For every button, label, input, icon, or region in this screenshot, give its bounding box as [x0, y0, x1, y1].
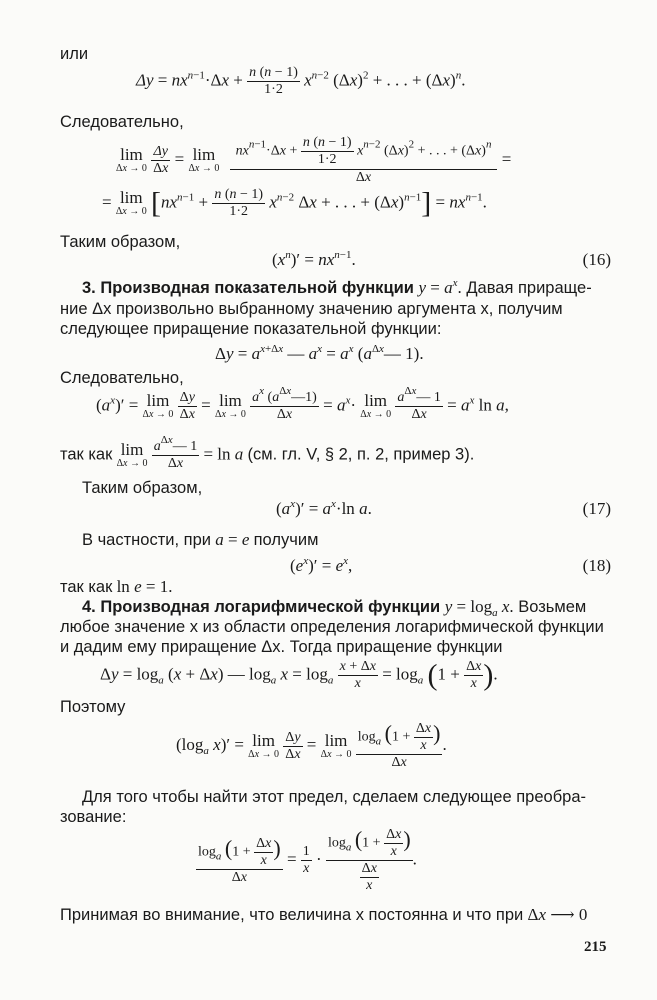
equation-limit-power-2: = lim Δx → 0 [$nx^{n-1}$ + $\frac{n (n - 1)}{1\cdot 2}$ $x^{n-2}$ Δx + . . . + $(\Delta x)^{n-1}] = nx^{n-1}$.: [102, 186, 487, 220]
text-dlya-line-1: Для того чтобы найти этот предел, сделаем следующее преобра-: [82, 788, 586, 806]
section-4-title: 4. Производная логарифмической функции: [82, 598, 441, 616]
section-3-line-3: следующее приращение показательной функции:: [60, 320, 442, 338]
equation-limit-exponential: $(a^x)'$ = lim Δx → 0 $\frac{\Delta y}{\Delta x}$ = lim Δx → 0 $\frac{a^x (a^{\Delta x}—1)}{\Delta x}$ = $a^x\cdot$ lim Δx → 0 $\frac{a^{\Delta x}— 1}{\Delta x}$ = $a^x$ ln a,: [96, 385, 509, 422]
text-tak-kak-2: так как: [60, 578, 113, 596]
text-takim-obrazom-2: Таким образом,: [82, 479, 203, 497]
line-v-chastnosti: В частности, при a = e получим: [82, 530, 319, 549]
text-v-chastnosti: В частности, при: [82, 531, 211, 549]
text-prinimaya: Принимая во внимание, что величина x постоянна и что при: [60, 906, 524, 924]
section-4-line-2: любое значение x из области определения логарифмической функции: [60, 618, 604, 636]
equation-number-18: (18): [582, 556, 611, 575]
text-takim-obrazom-1: Таким образом,: [60, 233, 181, 251]
section-4-line-1: 4. Производная логарифмической функции $y = \log_a x$. Возьмем: [82, 597, 587, 619]
text-tak-kak-1: так как: [60, 445, 113, 464]
text-dlya-line-2: зование:: [60, 808, 127, 826]
text-poetomu: Поэтому: [60, 698, 126, 716]
equation-increment-exponential: $\Delta y = a^{x+\Delta x}$ — $a^x = a^x$ ($a^{\Delta x}—$ 1).: [215, 343, 424, 363]
text-reference-chapter-5: (см. гл. V, § 2, п. 2, пример 3).: [247, 445, 475, 464]
text-ili: или: [60, 45, 89, 63]
equation-17: $(a^x)' = a^x\cdot\ln$ a.: [276, 498, 372, 518]
equation-increment-log: $\Delta y = \log_a (x + \Delta x)$ — $\log_a x = \log_a$ $\frac{x + \Delta x}{x}$ = $\log_a (1$ + $\frac{\Delta x}{x}$ ).: [100, 658, 498, 692]
text-sledovatelno-2: Следовательно,: [60, 369, 184, 387]
section-3-line-2: ние Δx произвольно выбранному значению аргумента x, получим: [60, 300, 563, 318]
equation-limit-power-1: lim Δx → 0 $\frac{\Delta y}{\Delta x}$ = lim Δx → 0 $nx^{n-1}\cdot\Delta x$ + $\frac{n (n - 1)}{1\cdot 2}$ $x^{n-2}$ $(\Delta x)^2$ + . . . + $(\Delta x)^n$ Δx =: [116, 135, 512, 185]
page-number: 215: [584, 939, 607, 955]
equation-number-17: (17): [582, 499, 611, 518]
section-4-tail: Возьмем: [518, 598, 587, 616]
line-tak-kak-1: так как lim Δx → 0 $\frac{a^{\Delta x}— 1}{\Delta x}$ = ln a (см. гл. V, § 2, п. 2, пример 3).: [60, 434, 475, 471]
line-prinimaya: Принимая во внимание, что величина x постоянна и что при Δx ⟶ 0: [60, 905, 588, 924]
section-3-tail: Давая прираще-: [466, 279, 592, 297]
section-3-line-1: 3. Производная показательной функции $y = a^x$. Давая прираще-: [82, 277, 592, 297]
equation-log-transform: $\log_a (1$ + $\frac{\Delta x}{x}$ ) Δx = $\frac{1}{x}$ · $\log_a (1$ + $\frac{\Delta x}{x}$ ) $\frac{\Delta x}{x}$ .: [198, 826, 417, 893]
equation-limit-log: ($\log_a$ x)′ = lim Δx → 0 $\frac{\Delta y}{\Delta x}$ = lim Δx → 0 $\log_a (1$ + $\frac{\Delta x}{x}$ ) Δx .: [176, 720, 447, 770]
section-3-title: 3. Производная показательной функции: [82, 279, 414, 297]
section-4-line-3: и дадим ему приращение Δx. Тогда приращение функции: [60, 638, 503, 656]
text-sledovatelno-1: Следовательно,: [60, 113, 184, 131]
equation-increment-power: $\Delta y = nx^{n-1}\cdot\Delta x$ + $\frac{n (n - 1)}{1\cdot 2}$ $x^{n-2}$ $(\Delta x)^2$ + . . . + $(\Delta x)^n$.: [136, 65, 466, 97]
equation-18: $(e^x)' = e^x$,: [290, 555, 353, 575]
equation-number-16: (16): [582, 250, 611, 269]
line-tak-kak-2: так как ln e = 1.: [60, 577, 173, 596]
text-poluchim: получим: [253, 531, 319, 549]
equation-16: $(x^n)' = nx^{n-1}$.: [272, 249, 356, 269]
